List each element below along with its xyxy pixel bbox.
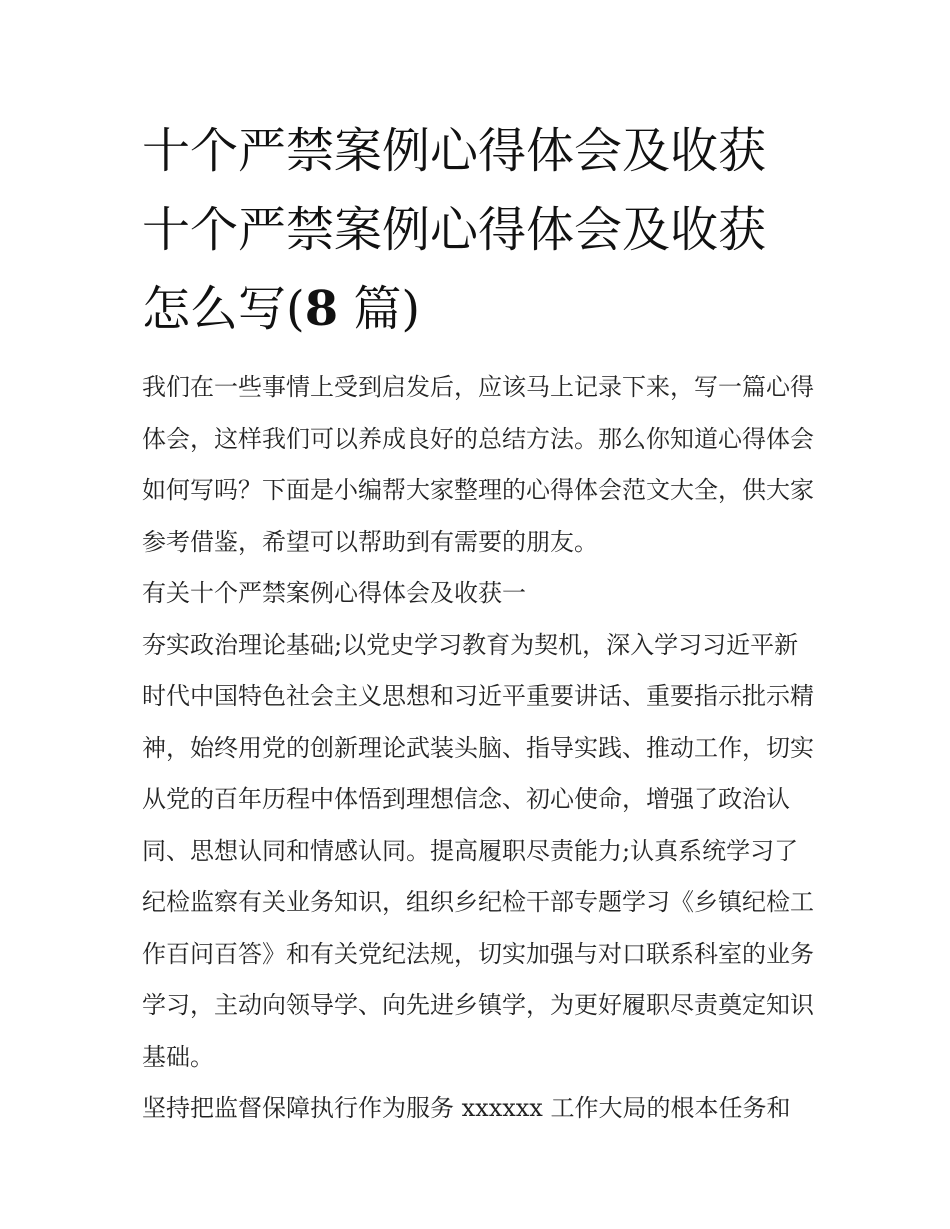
body-paragraph-2: 坚持把监督保障执行作为服务 xxxxxx 工作大局的根本任务和 bbox=[142, 1094, 791, 1122]
document-title bbox=[142, 112, 842, 349]
document-body bbox=[142, 362, 822, 1135]
intro-paragraph: 我们在一些事情上受到启发后，应该马上记录下来，写一篇心得体会，这样我们可以养成良好的总结方法。那么你知道心得体会如何写吗？下面是小编帮大家整理的心得体会范文大全，供大家参考借鉴，希望可以帮助到有需要的朋友。 bbox=[142, 373, 814, 556]
title-line-3-prefix: 怎么写( bbox=[142, 281, 305, 337]
title-line-1: 十个严禁案例心得体会及收获 bbox=[142, 123, 767, 179]
title-line-2: 十个严禁案例心得体会及收获 bbox=[142, 202, 767, 258]
body-paragraph-1: 夯实政治理论基础;以党史学习教育为契机，深入学习习近平新时代中国特色社会主义思想和习近平重要讲话、重要指示批示精神，始终用党的创新理论武装头脑、指导实践、推动工作，切实从党的百年历程中体悟到理想信念、初心使命，增强了政治认同、思想认同和情感认同。提高履职尽责能力;认真系统学习了纪检监察有关业务知识，组织乡纪检干部专题学习《乡镇纪检工作百问百答》和有关党纪法规，切实加强与对口联系科室的业务学习，主动向领导学、向先进乡镇学，为更好履职尽责奠定知识基础。 bbox=[142, 630, 814, 1071]
title-line-3-suffix: 篇) bbox=[338, 281, 421, 337]
title-article-count: 8 bbox=[304, 281, 339, 337]
section-heading: 有关十个严禁案例心得体会及收获一 bbox=[142, 579, 526, 607]
